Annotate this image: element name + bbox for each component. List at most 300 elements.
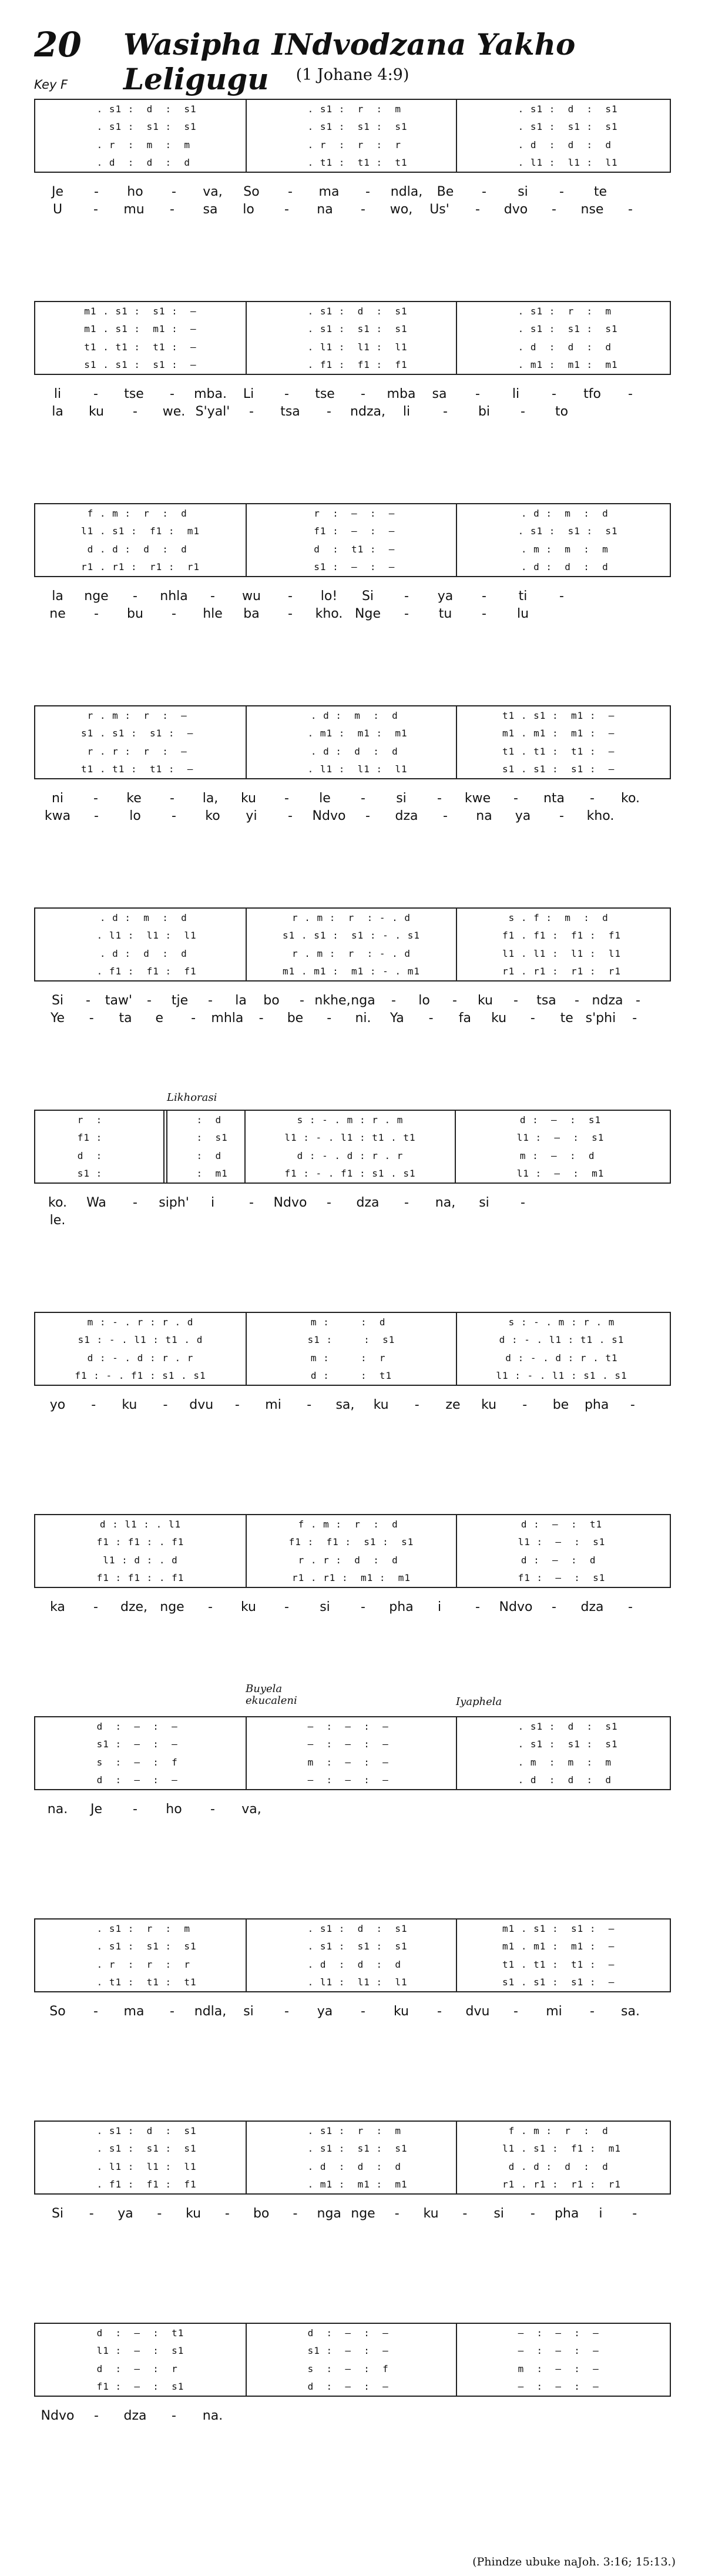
lyric-syllable: -: [89, 2206, 94, 2221]
lyric-syllable: -: [552, 387, 556, 401]
voice-notes: : d: [184, 1150, 228, 1161]
lyric-line: [34, 202, 671, 222]
voice-notes: — : — : —: [307, 1738, 395, 1750]
lyric-syllable: tse: [315, 387, 335, 401]
music-system: [34, 301, 671, 430]
lyric-syllable: ndza: [592, 993, 623, 1008]
lyric-syllable: to: [555, 404, 569, 419]
lyric-syllable: -: [530, 2206, 535, 2221]
voice-notes: f . m : r : d: [298, 1518, 405, 1530]
lyric-syllable: -: [208, 993, 213, 1008]
measure: [456, 504, 666, 576]
voice-notes: . s1 : s1 : s1: [505, 1738, 618, 1750]
lyric-syllable: wo,: [390, 202, 413, 217]
lyric-syllable: -: [170, 202, 174, 217]
lyric-syllable: -: [361, 202, 365, 217]
lyric-syllable: dza: [580, 1600, 604, 1614]
lyric-syllable: dze,: [120, 1600, 148, 1614]
music-system: [34, 2323, 671, 2452]
voice-notes: . s1 : s1 : s1: [295, 1941, 408, 1952]
lyric-syllable: i: [599, 2206, 603, 2221]
voice-notes: . l1 : l1 : l1: [84, 2160, 197, 2172]
lyric-syllable: -: [365, 809, 370, 823]
measure: [35, 1920, 246, 1991]
voice-notes: d . d : d : d: [87, 543, 194, 555]
lyric-line: [34, 2206, 671, 2226]
lyric-syllable: -: [575, 993, 579, 1008]
voice-notes: s1 : — : —: [301, 561, 402, 573]
voice-notes: m1 . m1 : m1 : —: [502, 728, 622, 739]
voice-notes: . d : m : d: [508, 507, 615, 519]
voice-notes: m : — : d: [519, 1150, 602, 1161]
lyric-syllable: ku: [423, 2206, 439, 2221]
lyric-syllable: ko: [205, 809, 220, 823]
lyric-syllable: ti: [518, 589, 528, 604]
music-system: [34, 2121, 671, 2250]
section-mark: Iyaphela: [456, 1696, 502, 1708]
voice-notes: . d : d : d: [505, 1774, 618, 1786]
lyric-syllable: -: [475, 387, 480, 401]
lyric-syllable: nkhe,: [314, 993, 351, 1008]
lyric-syllable: -: [133, 1802, 137, 1817]
voice-notes: r : — : —: [301, 507, 402, 519]
voice-notes: s : — : f: [96, 1756, 184, 1768]
voice-notes: : d: [184, 1114, 228, 1125]
voice-notes: . s1 : d : s1: [505, 1720, 618, 1732]
lyric-syllable: -: [513, 791, 518, 806]
voice-notes: m1 . s1 : m1 : —: [84, 323, 197, 335]
staff-box: [34, 503, 671, 577]
section-mark: Buyela ekucaleni: [246, 1683, 297, 1707]
lyric-syllable: sa,: [335, 1398, 355, 1412]
lyric-syllable: -: [94, 2408, 99, 2423]
lyric-syllable: -: [628, 202, 633, 217]
voice-notes: l1 : - . l1 : t1 . t1: [284, 1132, 416, 1144]
lyric-syllable: -: [249, 404, 254, 419]
voice-notes: d : - . d : r . r: [87, 1352, 194, 1364]
staff-box: [34, 907, 671, 982]
lyric-syllable: -: [234, 1398, 240, 1412]
voice-notes: d : : t1: [310, 1370, 392, 1382]
lyric-syllable: -: [288, 607, 293, 621]
voice-notes: r1 . r1 : r1 : r1: [502, 966, 622, 977]
lyric-syllable: we.: [162, 404, 186, 419]
footer-note: (Phindze ubuke naJoh. 3:16; 15:13.): [472, 2555, 676, 2568]
lyric-syllable: -: [475, 202, 480, 217]
measure: [244, 1111, 455, 1183]
lyric-syllable: -: [208, 1600, 213, 1614]
lyric-syllable: pha: [584, 1398, 609, 1412]
voice-notes: . s1 : d : s1: [295, 1922, 408, 1934]
lyric-syllable: -: [475, 1600, 480, 1614]
music-system: [34, 1683, 671, 1845]
lyric-syllable: ma: [318, 185, 340, 199]
lyric-syllable: -: [288, 185, 293, 199]
scripture-reference: (1 Johane 4:9): [296, 66, 409, 84]
lyric-syllable: Ye: [50, 1011, 65, 1026]
lyric-syllable: -: [437, 791, 442, 806]
lyric-line: [34, 809, 671, 829]
voice-notes: m : : d: [310, 1316, 392, 1328]
voice-notes: s1 :: [65, 1168, 134, 1180]
lyric-syllable: ba: [243, 607, 260, 621]
lyric-syllable: -: [210, 589, 215, 604]
lyric-syllable: -: [170, 791, 174, 806]
music-system: [34, 1514, 671, 1643]
lyric-syllable: si: [320, 1600, 330, 1614]
lyric-syllable: ndla,: [194, 2004, 227, 2019]
lyric-syllable: -: [300, 993, 304, 1008]
voice-notes: r . m : r : —: [87, 709, 194, 721]
lyric-syllable: dza: [356, 1195, 380, 1210]
lyric-syllable: dvu: [189, 1398, 214, 1412]
voice-notes: . d : d : d: [505, 341, 618, 353]
lyric-syllable: -: [288, 809, 293, 823]
lyric-syllable: -: [172, 809, 176, 823]
voice-notes: . s1 : s1 : s1: [295, 121, 408, 133]
staff-box: [34, 1110, 671, 1184]
lyric-syllable: -: [559, 185, 564, 199]
lyric-syllable: -: [94, 185, 99, 199]
voice-notes: s : - . m : r . m: [297, 1114, 404, 1125]
voice-notes: . d : m : d: [298, 709, 405, 721]
lyric-syllable: -: [147, 993, 152, 1008]
voice-notes: l1 : — : s1: [516, 1132, 605, 1144]
lyric-syllable: -: [94, 607, 99, 621]
lyric-syllable: tu: [438, 607, 452, 621]
lyric-syllable: si: [479, 1195, 489, 1210]
lyric-syllable: ho: [127, 185, 143, 199]
voice-notes: t1 . t1 : t1 : —: [84, 341, 197, 353]
voice-notes: — : — : —: [518, 2345, 606, 2357]
lyric-syllable: le.: [49, 1213, 66, 1228]
lyric-syllable: -: [172, 2408, 176, 2423]
lyric-syllable: lo: [418, 993, 430, 1008]
voice-notes: . m1 : m1 : m1: [505, 359, 618, 371]
lyric-syllable: -: [284, 202, 289, 217]
lyric-syllable: tse: [124, 387, 144, 401]
lyric-syllable: -: [284, 791, 289, 806]
lyric-syllable: So: [243, 185, 260, 199]
lyric-syllable: Si: [51, 2206, 64, 2221]
voice-notes: . l1 : l1 : l1: [84, 930, 197, 942]
lyric-syllable: tfo: [583, 387, 601, 401]
measure: [456, 909, 666, 980]
lyric-syllable: U: [52, 202, 63, 217]
lyric-syllable: -: [628, 387, 633, 401]
voice-notes: d : — : —: [307, 2381, 395, 2393]
measure: [35, 1111, 163, 1183]
lyric-syllable: Ya: [390, 1011, 404, 1026]
lyric-syllable: nhla: [160, 589, 188, 604]
staff-box: [34, 1514, 671, 1588]
voice-notes: . l1 : l1 : l1: [295, 763, 408, 775]
measure: [35, 2122, 246, 2193]
voice-notes: . s1 : s1 : s1: [505, 323, 618, 335]
lyric-syllable: Je: [51, 185, 64, 199]
lyric-syllable: -: [361, 1600, 365, 1614]
lyric-syllable: na.: [47, 1802, 68, 1817]
voice-notes: . s1 : d : s1: [505, 103, 618, 115]
voice-notes: f1 : f1 : . f1: [96, 1536, 184, 1548]
voice-notes: . l1 : l1 : l1: [505, 157, 618, 169]
measure: [455, 1111, 665, 1183]
lyric-syllable: lu: [516, 607, 529, 621]
voice-notes: l1 . s1 : f1 : m1: [502, 2143, 622, 2155]
lyric-syllable: -: [482, 607, 486, 621]
music-system: [34, 907, 671, 1037]
voice-notes: r1 . r1 : r1 : r1: [502, 2179, 622, 2190]
lyric-syllable: Si: [361, 589, 374, 604]
lyric-syllable: i: [210, 1195, 215, 1210]
voice-notes: f1 :: [65, 1132, 134, 1144]
lyric-syllable: te: [593, 185, 607, 199]
lyric-syllable: taw': [105, 993, 133, 1008]
staff-box: [34, 99, 671, 173]
lyric-line: [34, 1213, 671, 1233]
lyric-syllable: hle: [203, 607, 223, 621]
lyric-syllable: ta: [119, 1011, 132, 1026]
voice-notes: . d : d : d: [87, 947, 194, 959]
voice-notes: m : — : —: [307, 1756, 395, 1768]
measure: [456, 302, 666, 374]
voice-notes: l1 : - . l1 : s1 . s1: [496, 1370, 627, 1382]
lyric-syllable: -: [258, 1011, 264, 1026]
lyric-syllable: na: [476, 809, 492, 823]
measure: [456, 100, 666, 172]
lyric-syllable: dza: [123, 2408, 147, 2423]
lyric-syllable: siph': [159, 1195, 189, 1210]
lyric-syllable: be: [552, 1398, 569, 1412]
lyric-syllable: -: [404, 1195, 409, 1210]
lyric-syllable: -: [93, 2004, 98, 2019]
hymn-number: 20: [34, 25, 82, 65]
music-system: [34, 99, 671, 228]
voice-notes: d : - . d : r . t1: [505, 1352, 618, 1364]
lyric-syllable: -: [93, 791, 98, 806]
lyric-syllable: -: [89, 1011, 94, 1026]
voice-notes: . t1 : t1 : t1: [84, 1977, 197, 1988]
voice-notes: — : — : —: [518, 2327, 606, 2339]
lyric-syllable: Ndvo: [499, 1600, 533, 1614]
voice-notes: . s1 : d : s1: [84, 103, 197, 115]
voice-notes: . d : m : d: [87, 912, 194, 923]
lyric-syllable: ya: [515, 809, 531, 823]
lyric-syllable: Je: [90, 1802, 103, 1817]
lyric-syllable: -: [552, 1600, 556, 1614]
lyric-syllable: -: [559, 589, 564, 604]
lyric-syllable: ku: [491, 1011, 507, 1026]
measure: [246, 1717, 456, 1789]
voice-notes: l1 . l1 : l1 : l1: [502, 947, 622, 959]
voice-notes: — : — : —: [307, 1720, 395, 1732]
measure: [246, 2324, 456, 2396]
voice-notes: s . f : m : d: [508, 912, 615, 923]
voice-notes: t1 . t1 : t1 : —: [502, 745, 622, 757]
lyric-syllable: ku: [373, 1398, 389, 1412]
voice-notes: s1 : - . l1 : t1 . d: [78, 1334, 203, 1346]
lyric-line: [34, 185, 671, 205]
measure: [456, 1920, 666, 1991]
lyric-syllable: si: [396, 791, 407, 806]
lyric-syllable: bu: [127, 607, 143, 621]
lyric-syllable: ya: [118, 2206, 133, 2221]
voice-notes: r . r : r : —: [87, 745, 194, 757]
voice-notes: — : — : —: [518, 2381, 606, 2393]
lyric-syllable: kwa: [44, 809, 71, 823]
voice-notes: f1 : - . f1 : s1 . s1: [75, 1370, 206, 1382]
lyric-syllable: ze: [445, 1398, 461, 1412]
voice-notes: s1 . s1 : s1 : - . s1: [283, 930, 420, 942]
lyric-syllable: -: [391, 993, 396, 1008]
lyric-line: [34, 1195, 671, 1215]
measure: [35, 100, 246, 172]
measure: [246, 302, 456, 374]
lyric-syllable: i: [437, 1600, 442, 1614]
voice-notes: m : : r: [310, 1352, 392, 1364]
measure: [246, 909, 456, 980]
lyric-line: [34, 2408, 671, 2428]
voice-notes: . d : d : d: [295, 1958, 408, 1970]
lyric-syllable: si: [518, 185, 528, 199]
voice-notes: s1 : — : —: [307, 2345, 395, 2357]
lyric-syllable: ni.: [355, 1011, 371, 1026]
voice-notes: . s1 : s1 : s1: [84, 121, 197, 133]
lyric-syllable: -: [632, 2206, 637, 2221]
voice-notes: r . m : r : - . d: [291, 947, 411, 959]
lyric-syllable: sa: [432, 387, 447, 401]
voice-notes: s1 . s1 : s1 : —: [80, 728, 200, 739]
voice-notes: l1 : — : s1: [96, 2345, 184, 2357]
voice-notes: . r : m : m: [84, 139, 197, 150]
voice-notes: m1 . s1 : s1 : —: [84, 305, 197, 317]
lyric-syllable: -: [443, 404, 448, 419]
lyric-line: [34, 993, 671, 1013]
staff-box: [34, 1312, 671, 1386]
lyric-syllable: -: [394, 2206, 400, 2221]
lyric-syllable: nge: [84, 589, 109, 604]
measure: [246, 100, 456, 172]
lyric-syllable: ne: [49, 607, 66, 621]
measure: [35, 1515, 246, 1587]
lyric-syllable: ku: [240, 1600, 257, 1614]
measure: [35, 909, 246, 980]
lyric-syllable: ya: [437, 589, 454, 604]
voice-notes: . l1 : l1 : l1: [295, 341, 408, 353]
hymn-title: Wasipha INdvodzana Yakho Leligugu: [123, 27, 576, 96]
lyric-syllable: mhla: [211, 1011, 244, 1026]
voice-notes: . l1 : l1 : l1: [295, 1977, 408, 1988]
voice-notes: s1 . s1 : s1 : —: [502, 1977, 622, 1988]
lyric-syllable: -: [172, 185, 176, 199]
lyric-syllable: -: [443, 809, 448, 823]
lyric-syllable: va,: [241, 1802, 261, 1817]
lyric-syllable: na.: [202, 2408, 223, 2423]
lyric-syllable: sa.: [621, 2004, 640, 2019]
lyric-syllable: ko.: [48, 1195, 68, 1210]
voice-notes: r . m : r : - . d: [291, 912, 411, 923]
lyric-syllable: -: [404, 607, 409, 621]
voice-notes: . f1 : f1 : f1: [84, 966, 197, 977]
voice-notes: . f1 : f1 : f1: [84, 2179, 197, 2190]
lyric-syllable: -: [361, 2004, 365, 2019]
lyric-syllable: nse: [580, 202, 604, 217]
lyric-syllable: nta: [543, 791, 565, 806]
voice-notes: m : — : —: [518, 2363, 606, 2374]
lyric-syllable: ho: [166, 1802, 182, 1817]
lyric-syllable: -: [513, 2004, 518, 2019]
lyric-syllable: -: [133, 1195, 137, 1210]
voice-notes: : m1: [184, 1168, 228, 1180]
measure: [35, 504, 246, 576]
voice-notes: d : - . l1 : t1 . s1: [499, 1334, 625, 1346]
voice-notes: . s1 : s1 : s1: [84, 1941, 197, 1952]
measure: [456, 1515, 666, 1587]
lyric-syllable: -: [630, 1398, 635, 1412]
lyric-syllable: mi: [546, 2004, 562, 2019]
lyric-syllable: ku: [88, 404, 105, 419]
voice-notes: f1 : f1 : s1 : s1: [288, 1536, 414, 1548]
staff-box: [34, 2323, 671, 2397]
lyric-syllable: dza: [395, 809, 418, 823]
section-mark: Likhorasi: [167, 1091, 217, 1104]
lyric-syllable: la: [235, 993, 247, 1008]
lyric-syllable: fa: [458, 1011, 471, 1026]
voice-notes: . s1 : s1 : s1: [84, 2143, 197, 2155]
voice-notes: . m1 : m1 : m1: [295, 728, 408, 739]
lyric-syllable: -: [590, 791, 595, 806]
voice-notes: d : — : —: [96, 1774, 184, 1786]
lyric-syllable: -: [170, 387, 174, 401]
lyric-syllable: -: [327, 404, 331, 419]
lyric-syllable: ke: [126, 791, 142, 806]
lyric-line: [34, 404, 671, 424]
lyric-syllable: -: [133, 404, 137, 419]
voice-notes: d : — : —: [96, 1720, 184, 1732]
lyric-syllable: -: [513, 993, 518, 1008]
voice-notes: t1 . s1 : m1 : —: [502, 709, 622, 721]
voice-notes: r . r : d : d: [298, 1554, 405, 1566]
lyric-syllable: nga: [317, 2206, 341, 2221]
lyric-syllable: mi: [265, 1398, 281, 1412]
lyric-syllable: -: [522, 1398, 528, 1412]
lyric-syllable: kwe: [464, 791, 491, 806]
music-system: [34, 705, 671, 835]
lyric-syllable: bo: [263, 993, 280, 1008]
lyric-syllable: li: [512, 387, 520, 401]
lyric-syllable: -: [590, 2004, 595, 2019]
lyric-syllable: -: [93, 387, 98, 401]
lyric-line: [34, 1011, 671, 1031]
lyric-syllable: So: [49, 2004, 66, 2019]
lyric-syllable: Nge: [355, 607, 381, 621]
lyric-syllable: ku: [481, 1398, 497, 1412]
lyric-syllable: ka: [50, 1600, 65, 1614]
voice-notes: . d : d : d: [295, 2160, 408, 2172]
lyric-syllable: -: [307, 1398, 312, 1412]
lyric-syllable: -: [224, 2206, 230, 2221]
voice-notes: l1 : d : . d: [103, 1554, 178, 1566]
voice-notes: d : l1 : . l1: [99, 1518, 182, 1530]
lyric-syllable: -: [94, 809, 99, 823]
voice-notes: f1 : — : —: [301, 525, 402, 537]
measure: [456, 2324, 666, 2396]
lyric-syllable: Li: [243, 387, 254, 401]
lyric-syllable: -: [93, 202, 98, 217]
lyric-syllable: sa: [203, 202, 218, 217]
lyric-syllable: -: [133, 589, 137, 604]
measure: [246, 1920, 456, 1991]
